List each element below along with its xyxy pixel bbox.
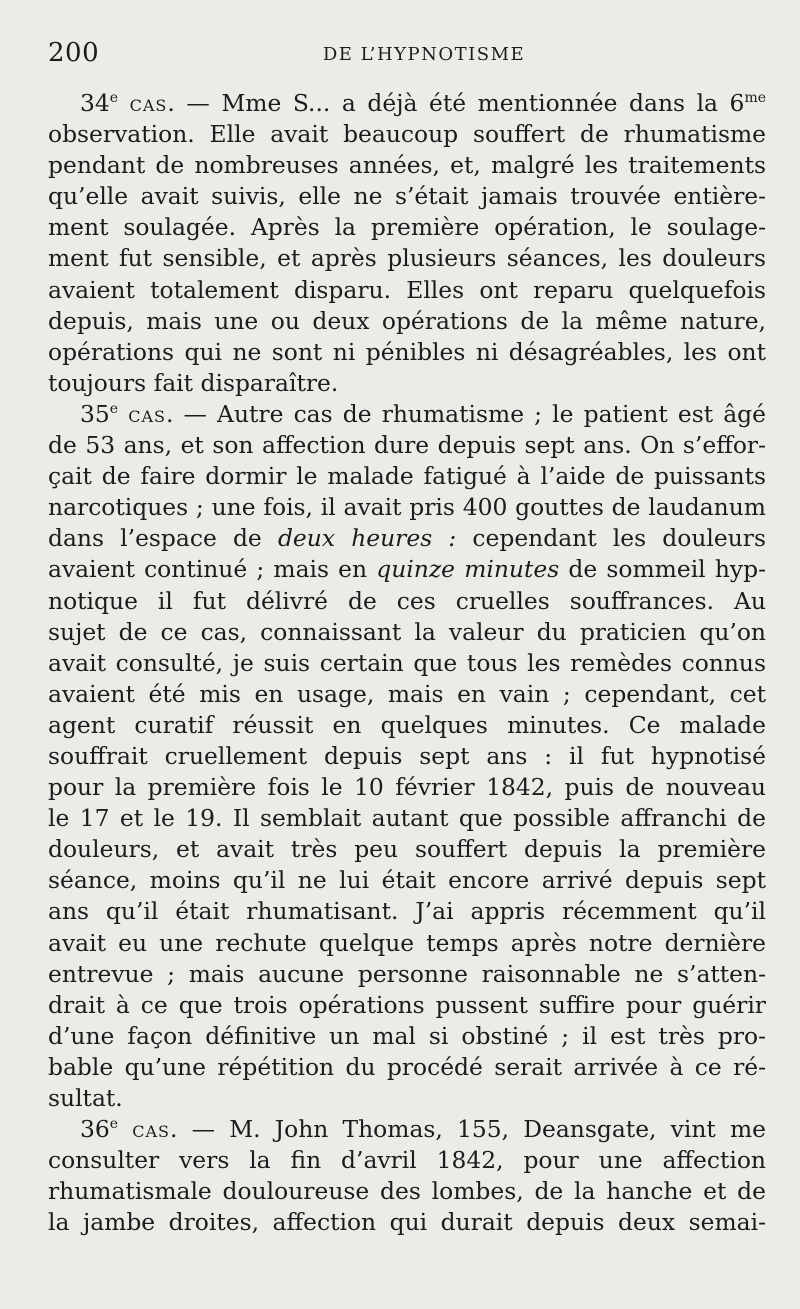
superscript: e: [109, 1116, 119, 1133]
emphasis-text: deux heures :: [277, 524, 457, 553]
text-run: le 17 et le 19. Il semblait autant que possible affranchi de: [48, 804, 766, 833]
text-run: 35: [80, 399, 110, 428]
text-line: [48, 1145, 766, 1176]
text-run: sujet de ce cas, connaissant la valeur du praticien qu’on: [48, 617, 766, 646]
text-run: avaient continué ; mais en: [48, 555, 377, 584]
text-run: . — M. John Thomas, 155, Deansgate, vint me: [170, 1115, 767, 1144]
text-line: [48, 275, 766, 306]
text-run: pour la première fois le 10 février 1842, puis de nouveau: [48, 773, 766, 802]
case-label: cas: [128, 399, 166, 428]
text-run: dans l’espace de: [48, 524, 278, 553]
text-run: . — Autre cas de rhumatisme ; le patient est âgé: [165, 399, 766, 428]
text-run: notique il fut délivré de ces cruelles souffrances. Au: [48, 586, 766, 615]
text-run: douleurs, et avait très peu souffert depuis la première: [48, 835, 766, 864]
text-run: rhumatismale douloureuse des lombes, de la hanche et de: [48, 1177, 766, 1206]
text-run: souffrait cruellement depuis sept ans : il fut hypnotisé: [48, 741, 766, 770]
text-line: [48, 554, 766, 585]
text-line: [48, 150, 766, 181]
text-line: [48, 586, 766, 617]
text-run: drait à ce que trois opérations pussent suffire pour guérir: [48, 990, 766, 1019]
text-line: [48, 119, 766, 150]
text-run: . — Mme S... a déjà été mentionnée dans la 6: [167, 89, 745, 117]
text-run: avait eu une rechute quelque temps après notre dernière: [48, 928, 766, 957]
text-line: [48, 212, 766, 243]
page-header: [48, 38, 760, 74]
text-line: [48, 1207, 766, 1238]
text-run: toujours fait disparaître.: [48, 368, 339, 397]
text-run: la jambe droites, affection qui durait depuis deux semai-: [48, 1208, 766, 1237]
text-run: [118, 1115, 132, 1143]
text-run: ment fut sensible, et après plusieurs séances, les douleurs: [48, 244, 766, 273]
text-run: sultat.: [48, 1084, 123, 1112]
text-run: opérations qui ne sont ni pénibles ni désagréables, les ont: [48, 337, 766, 366]
text-run: observation. Elle avait beaucoup souffert de rhumatisme: [48, 120, 766, 149]
text-run: ans qu’il était rhumatisant. J’ai appris récemment qu’il: [48, 897, 766, 926]
text-line: [48, 648, 766, 679]
text-line: [48, 430, 766, 461]
text-run: çait de faire dormir le malade fatigué à l’aide de puissants: [48, 462, 766, 491]
text-line: [48, 461, 766, 492]
text-line: [48, 1083, 766, 1114]
text-run: bable qu’une répétition du procédé serait arrivée à ce ré-: [48, 1052, 766, 1081]
text-run: agent curatif réussit en quelques minutes. Ce malade: [48, 710, 766, 739]
text-line: [48, 1176, 766, 1207]
text-run: depuis, mais une ou deux opérations de la même nature,: [48, 306, 766, 335]
text-run: cependant les douleurs: [456, 524, 766, 553]
text-line: [48, 523, 766, 554]
text-run: [118, 89, 130, 117]
text-line: [48, 865, 766, 896]
text-run: pendant de nombreuses années, et, malgré les traitements: [48, 151, 766, 180]
text-line: [48, 1052, 766, 1083]
text-line: [48, 1021, 766, 1052]
text-line: [48, 741, 766, 772]
text-line: [48, 710, 766, 741]
emphasis-text: quinze minutes: [376, 555, 560, 584]
text-line: [48, 337, 766, 368]
text-line: [48, 772, 766, 803]
superscript: e: [109, 401, 119, 418]
superscript: me: [744, 90, 766, 107]
text-run: narcotiques ; une fois, il avait pris 400 gouttes de laudanum: [48, 493, 766, 522]
text-run: qu’elle avait suivis, elle ne s’était jamais trouvée entière-: [48, 182, 766, 211]
text-line: [48, 181, 766, 212]
text-line: [48, 368, 766, 399]
text-run: consulter vers la fin d’avril 1842, pour une affection: [48, 1146, 766, 1175]
text-line: [48, 834, 766, 865]
body-text: [48, 88, 766, 1238]
text-run: 34: [80, 89, 110, 117]
page-number: 200: [48, 38, 100, 68]
running-title: DE L’HYPNOTISME: [322, 44, 526, 65]
text-line: [48, 399, 766, 430]
case-label: cas: [129, 89, 168, 117]
text-line: [48, 990, 766, 1021]
text-line: [48, 959, 766, 990]
text-line: [48, 679, 766, 710]
text-line: [48, 492, 766, 523]
text-run: avait consulté, je suis certain que tous les remèdes connus: [48, 648, 766, 677]
text-run: avaient été mis en usage, mais en vain ; cependant, cet: [48, 679, 766, 708]
text-run: [118, 400, 128, 428]
text-run: avaient totalement disparu. Elles ont reparu quelquefois: [48, 275, 766, 304]
case-label: cas: [132, 1115, 171, 1144]
text-line: [48, 1114, 766, 1145]
text-run: de 53 ans, et son affection dure depuis sept ans. On s’effor-: [48, 431, 766, 460]
text-run: 36: [80, 1115, 110, 1144]
text-run: d’une façon définitive un mal si obstiné ; il est très pro-: [48, 1021, 766, 1050]
text-line: [48, 896, 766, 927]
text-line: [48, 803, 766, 834]
text-line: [48, 928, 766, 959]
text-run: entrevue ; mais aucune personne raisonnable ne s’atten-: [48, 959, 766, 988]
text-run: de sommeil hyp-: [559, 555, 766, 584]
text-run: séance, moins qu’il ne lui était encore arrivé depuis sept: [48, 866, 766, 895]
superscript: e: [109, 90, 119, 107]
text-line: [48, 243, 766, 274]
text-line: [48, 306, 766, 337]
text-line: [48, 88, 766, 119]
text-line: [48, 617, 766, 648]
text-run: ment soulagée. Après la première opération, le soulage-: [48, 213, 766, 242]
